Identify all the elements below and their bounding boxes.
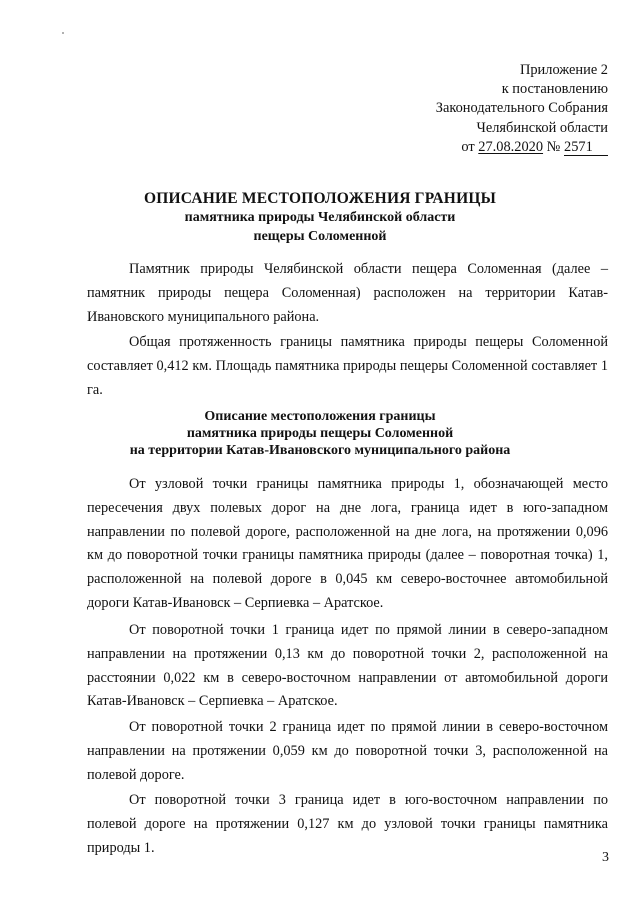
attachment-label: Приложение 2	[519, 62, 608, 78]
body-paragraph-4: От поворотной точки 3 граница идет в юго-восточном направлении по полевой дороге на протяжении 0,127 км до узловой точки границы памятника природы 1.	[87, 792, 608, 856]
section-heading	[0, 408, 640, 459]
section-heading-line-3: на территории Катав-Ивановского муниципального района	[129, 443, 511, 458]
document-title	[0, 189, 640, 246]
date-prefix: от	[461, 138, 475, 155]
intro-paragraph-1: Памятник природы Челябинской области пещера Соломенная (далее – памятник природы пещера Соломенная) расположен на территории Катав-Ивановского муниципального района.	[87, 261, 608, 325]
title-line-3: пещеры Соломенной	[253, 229, 387, 244]
title-line-1: ОПИСАНИЕ МЕСТОПОЛОЖЕНИЯ ГРАНИЦЫ	[144, 190, 496, 207]
attachment-date-line	[436, 138, 608, 157]
page-number: 3	[602, 850, 609, 865]
attachment-header	[436, 61, 608, 157]
resolution-date: 27.08.2020	[478, 138, 544, 155]
section-heading-line-2: памятника природы пещеры Соломенной	[186, 426, 454, 441]
attachment-resolution-label: к постановлению	[501, 81, 608, 98]
number-prefix: №	[546, 138, 561, 155]
scan-speck	[62, 32, 64, 34]
body-paragraph-3: От поворотной точки 2 граница идет по прямой линии в северо-восточном направлении на протяжении 0,059 км до поворотной точки 3, расположенной на полевой дороге.	[87, 719, 608, 783]
body-paragraph-1: От узловой точки границы памятника природы 1, обозначающей место пересечения двух полевых дорог на дне лога, граница идет в юго-западном направлении по полевой дороге, расположенной на дне лога, на протяжении 0,096 км до поворотной точки границы памятника природы (далее – поворотная точка) 1, расположенной на полевой дороге в 0,045 км северо-восточнее автомобильной дороги Катав-Ивановск – Серпиевка – Аратское.	[87, 476, 608, 611]
attachment-assembly-label: Законодательного Собрания	[435, 100, 608, 117]
section-heading-line-1: Описание местоположения границы	[204, 409, 436, 424]
intro-paragraph-2: Общая протяженность границы памятника природы пещеры Соломенной составляет 0,412 км. Площадь памятника природы пещеры Соломенной составляет 1 га.	[87, 334, 608, 398]
body-paragraph-2: От поворотной точки 1 граница идет по прямой линии в северо-западном направлении на протяжении 0,13 км до поворотной точки 2, расположенной на расстоянии 0,022 км в северо-восточном направлении от автомобильной дороги Катав-Ивановск – Серпиевка – Аратское.	[87, 622, 608, 710]
attachment-region-label: Челябинской области	[476, 119, 608, 136]
resolution-number: 2571	[564, 140, 608, 156]
title-line-2: памятника природы Челябинской области	[184, 210, 456, 225]
